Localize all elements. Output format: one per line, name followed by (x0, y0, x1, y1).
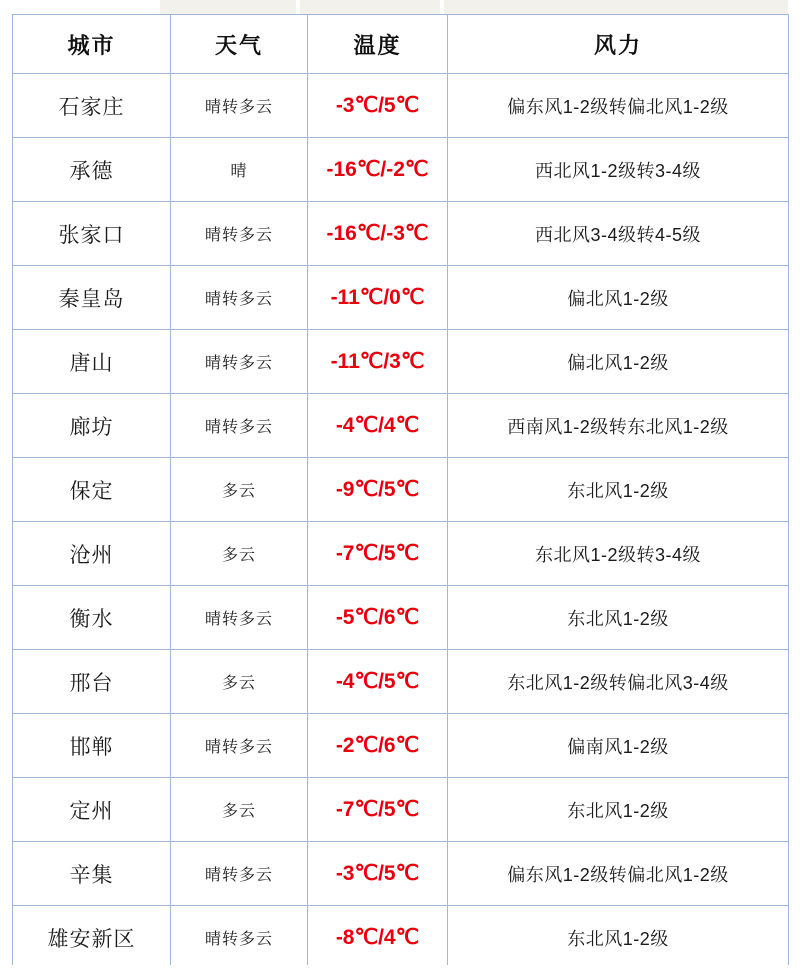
cell-temperature: -2℃/6℃ (308, 714, 448, 778)
cell-wind: 西北风3-4级转4-5级 (448, 202, 789, 266)
cell-wind: 东北风1-2级转3-4级 (448, 522, 789, 586)
cell-city: 秦皇岛 (13, 266, 171, 330)
table-header-row (13, 15, 789, 74)
cell-temperature: -4℃/4℃ (308, 394, 448, 458)
cell-temperature: -16℃/-2℃ (308, 138, 448, 202)
cell-weather: 多云 (171, 522, 308, 586)
cell-weather: 晴转多云 (171, 906, 308, 970)
cell-weather: 多云 (171, 650, 308, 714)
weather-forecast-table (12, 14, 789, 970)
cell-wind: 西南风1-2级转东北风1-2级 (448, 394, 789, 458)
cell-temperature: -11℃/0℃ (308, 266, 448, 330)
cell-city: 保定 (13, 458, 171, 522)
cell-city: 雄安新区 (13, 906, 171, 970)
cell-city: 定州 (13, 778, 171, 842)
cell-city: 唐山 (13, 330, 171, 394)
cell-temperature: -7℃/5℃ (308, 522, 448, 586)
cell-city: 邯郸 (13, 714, 171, 778)
cell-wind: 偏北风1-2级 (448, 266, 789, 330)
cell-temperature: -4℃/5℃ (308, 650, 448, 714)
table-row (13, 458, 789, 522)
top-strip-segment (444, 0, 788, 14)
table-row (13, 714, 789, 778)
column-header-wind: 风力 (448, 15, 789, 74)
cell-temperature: -7℃/5℃ (308, 778, 448, 842)
cell-city: 邢台 (13, 650, 171, 714)
cell-weather: 晴 (171, 138, 308, 202)
cell-wind: 偏东风1-2级转偏北风1-2级 (448, 842, 789, 906)
cell-city: 沧州 (13, 522, 171, 586)
cell-wind: 西北风1-2级转3-4级 (448, 138, 789, 202)
cell-wind: 偏北风1-2级 (448, 330, 789, 394)
table-row (13, 650, 789, 714)
table-row (13, 586, 789, 650)
cell-wind: 偏南风1-2级 (448, 714, 789, 778)
cell-temperature: -3℃/5℃ (308, 842, 448, 906)
table-row (13, 778, 789, 842)
table-row (13, 74, 789, 138)
cell-wind: 东北风1-2级转偏北风3-4级 (448, 650, 789, 714)
cell-weather: 晴转多云 (171, 266, 308, 330)
table-row (13, 138, 789, 202)
cell-weather: 多云 (171, 778, 308, 842)
cell-wind: 东北风1-2级 (448, 778, 789, 842)
cell-temperature: -8℃/4℃ (308, 906, 448, 970)
cell-city: 衡水 (13, 586, 171, 650)
cell-wind: 东北风1-2级 (448, 906, 789, 970)
cell-temperature: -5℃/6℃ (308, 586, 448, 650)
table-row (13, 202, 789, 266)
table-row (13, 842, 789, 906)
cell-city: 廊坊 (13, 394, 171, 458)
cell-city: 辛集 (13, 842, 171, 906)
cell-weather: 晴转多云 (171, 842, 308, 906)
cell-weather: 晴转多云 (171, 586, 308, 650)
cell-weather: 晴转多云 (171, 394, 308, 458)
cell-temperature: -16℃/-3℃ (308, 202, 448, 266)
cell-city: 石家庄 (13, 74, 171, 138)
cell-weather: 晴转多云 (171, 330, 308, 394)
cell-weather: 多云 (171, 458, 308, 522)
cell-temperature: -11℃/3℃ (308, 330, 448, 394)
cell-temperature: -3℃/5℃ (308, 74, 448, 138)
top-strip-segment (300, 0, 440, 14)
table-row (13, 330, 789, 394)
cell-weather: 晴转多云 (171, 74, 308, 138)
column-header-temperature: 温度 (308, 15, 448, 74)
column-header-city: 城市 (13, 15, 171, 74)
cell-temperature: -9℃/5℃ (308, 458, 448, 522)
top-strip-segment (160, 0, 296, 14)
cell-city: 张家口 (13, 202, 171, 266)
table-row (13, 906, 789, 970)
bottom-edge-strip (0, 965, 800, 977)
table-row (13, 394, 789, 458)
cell-wind: 东北风1-2级 (448, 458, 789, 522)
cell-city: 承德 (13, 138, 171, 202)
table-row (13, 522, 789, 586)
cell-weather: 晴转多云 (171, 714, 308, 778)
top-edge-strip (0, 0, 800, 14)
cell-wind: 东北风1-2级 (448, 586, 789, 650)
column-header-weather: 天气 (171, 15, 308, 74)
cell-weather: 晴转多云 (171, 202, 308, 266)
table-row (13, 266, 789, 330)
cell-wind: 偏东风1-2级转偏北风1-2级 (448, 74, 789, 138)
